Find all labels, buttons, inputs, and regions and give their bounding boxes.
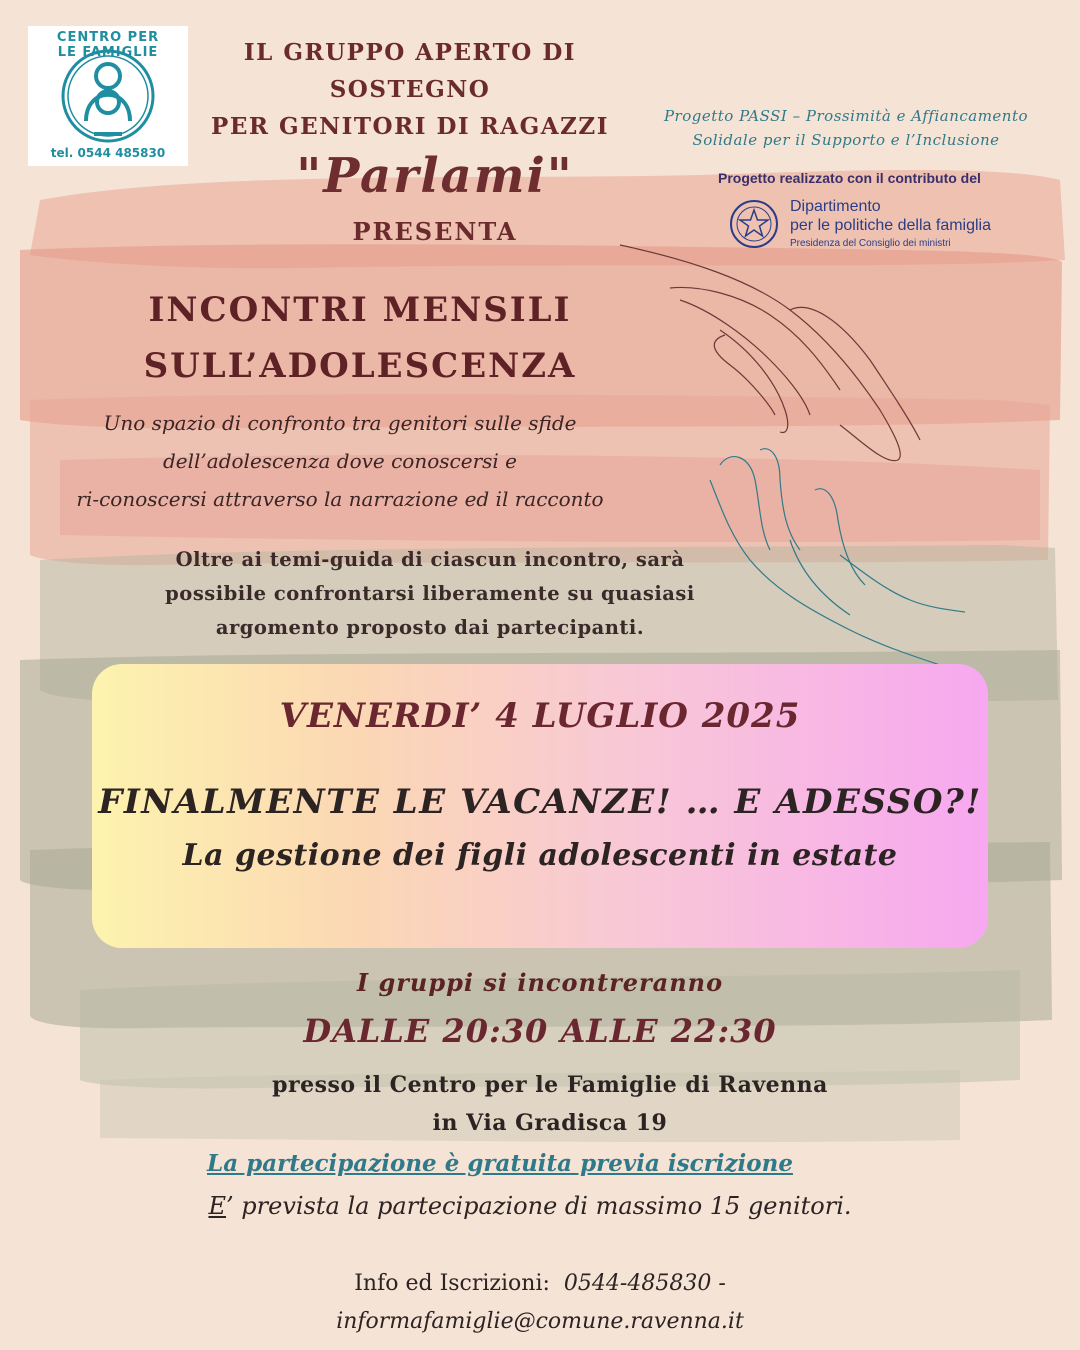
- themes-note-line-3: argomento proposto dai partecipanti.: [215, 616, 645, 639]
- logo-ring-text: CENTRO PER LE FAMIGLIE: [56, 30, 160, 60]
- info-label: Info ed Iscrizioni:: [354, 1271, 550, 1296]
- description: [20, 404, 660, 518]
- department-name-2: per le politiche della famiglia: [790, 217, 991, 234]
- contact-phone: 0544-485830 -: [563, 1271, 726, 1296]
- event-time: DALLE 20:30 ALLE 22:30: [303, 1012, 777, 1050]
- department-logo: [728, 196, 1048, 256]
- max-participants: [100, 1192, 960, 1220]
- contact-info: [140, 1271, 940, 1296]
- location-line-1: presso il Centro per le Famiglie di Ravenna: [272, 1072, 828, 1098]
- event-subtitle: La gestione dei figli adolescenti in estate: [182, 838, 898, 873]
- italian-emblem-icon: [728, 198, 780, 250]
- themes-note-line-2: possibile confrontarsi liberamente su quasiasi: [165, 582, 695, 605]
- location-line-2: in Via Gradisca 19: [432, 1110, 668, 1136]
- logo-phone: tel. 0544 485830: [50, 146, 166, 160]
- header-block: [200, 34, 620, 145]
- event-location: [180, 1066, 920, 1142]
- group-name: "Parlami": [296, 148, 574, 204]
- main-title-line-2: SULL’ADOLESCENZA: [143, 346, 577, 386]
- department-presidency: Presidenza del Consiglio dei ministri: [790, 238, 951, 249]
- project-passi: [636, 104, 1056, 152]
- themes-note-line-1: Oltre ai temi-guida di ciascun incontro, sarà: [175, 548, 685, 571]
- presenta-label: PRESENTA: [352, 217, 518, 246]
- description-line-3: ri-conoscersi attraverso la narrazione ed il racconto: [76, 487, 604, 511]
- free-registration-link[interactable]: La partecipazione è gratuita previa iscrizione: [207, 1150, 793, 1177]
- description-line-2: dell’adolescenza dove conoscersi e: [162, 449, 517, 473]
- contact-email[interactable]: informafamiglie@comune.ravenna.it: [336, 1309, 744, 1334]
- header-line-2: SOSTEGNO: [329, 76, 491, 103]
- event-title: FINALMENTE LE VACANZE! … E ADESSO?!: [98, 782, 982, 822]
- project-line-1: Progetto PASSI – Prossimità e Affiancamento: [663, 107, 1029, 125]
- header-line-1: IL GRUPPO APERTO DI: [243, 39, 577, 66]
- max-participants-e: E: [208, 1192, 227, 1220]
- main-title-line-1: INCONTRI MENSILI: [148, 290, 572, 330]
- contribution-text: Progetto realizzato con il contributo del: [718, 170, 981, 186]
- header-line-3: PER GENITORI DI RAGAZZI: [211, 113, 609, 140]
- max-participants-text: ’ prevista la partecipazione di massimo 15 genitori.: [226, 1192, 852, 1220]
- project-line-2: Solidale per il Supporto e l’Inclusione: [692, 131, 1000, 149]
- groups-meet-label: I gruppi si incontreranno: [356, 968, 724, 997]
- department-name-1: Dipartimento: [790, 198, 881, 215]
- event-date: VENERDI’ 4 LUGLIO 2025: [279, 696, 801, 736]
- description-line-1: Uno spazio di confronto tra genitori sulle sfide: [103, 411, 577, 435]
- main-title: [100, 282, 620, 394]
- centro-famiglie-logo: [28, 26, 188, 166]
- themes-note: [90, 543, 770, 645]
